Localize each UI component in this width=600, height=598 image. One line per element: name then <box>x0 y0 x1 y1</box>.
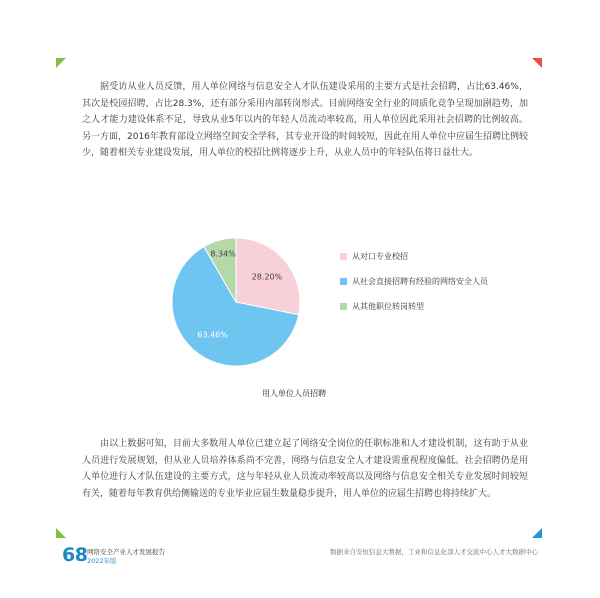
corner-accent-top-right <box>532 58 542 68</box>
corner-accent-bottom-right <box>532 528 542 538</box>
pie-data-label-3: 8.34% <box>210 249 236 259</box>
legend-label-3: 从其他职位转岗转型 <box>352 301 424 311</box>
pie-data-label-2: 63.46% <box>197 330 228 340</box>
legend-item-1 <box>340 250 488 262</box>
body-paragraph-2: 由以上数据可知，目前大多数用人单位已建立起了网络安全岗位的任职标准和人才建设机制，这有助于从业人员进行发展规划，但从业人员培养体系尚不完善，网络与信息安全人才建设需重视程度偏低。社会招聘仍是用人单位进行人才队伍建设的主要方式，这与年轻从业人员流动率较高以及网络与信息安全相关专业发展时间较短有关，随着每年教育供给侧输送的专业毕业应届生数量稳步提升，用人单位的应届生招聘也将持续扩大。 <box>82 439 528 499</box>
chart-legend <box>340 250 488 325</box>
legend-item-3 <box>340 300 488 312</box>
legend-swatch-1 <box>340 253 347 260</box>
legend-item-2 <box>340 275 488 287</box>
body-paragraph-1: 据受访从业人员反馈，用人单位网络与信息安全人才队伍建设采用的主要方式是社会招聘，占比63.46%，其次是校园招聘，占比28.3%，还有部分采用内部转岗形式。目前网络安全行业的同质化竞争呈现加剧趋势，加之人才能力建设体系不足，导致从业5年以内的年轻人员流动率较高，用人单位因此采用社会招聘的比例较高。另一方面，2016年教育部设立网络空间安全学科，其专业开设的时间较短，因此在用人单位中应届生招聘比例较少，随着相关专业建设发展，用人单位的校招比例将逐步上升，从业人员中的年轻队伍将日益壮大。 <box>82 82 528 158</box>
pie-chart <box>166 232 306 372</box>
legend-label-2: 从社会直接招聘有经验的网络安全人员 <box>352 276 488 286</box>
legend-swatch-3 <box>340 303 347 310</box>
legend-swatch-2 <box>340 278 347 285</box>
data-source-note: 数据来自安恒信息大数据，工业和信息化部人才交流中心人才大数据中心 <box>330 548 538 556</box>
pie-data-label-1: 28.20% <box>251 272 283 282</box>
report-title: 网络安全产业人才发展报告 <box>87 548 165 556</box>
corner-accent-top-left <box>56 58 66 68</box>
legend-label-1: 从对口专业校招 <box>352 251 408 261</box>
report-year: 2022年版 <box>87 557 117 565</box>
chart-title: 用人单位人员招聘 <box>262 389 326 398</box>
corner-accent-bottom-left <box>56 528 66 538</box>
page-number: 68 <box>62 544 88 566</box>
